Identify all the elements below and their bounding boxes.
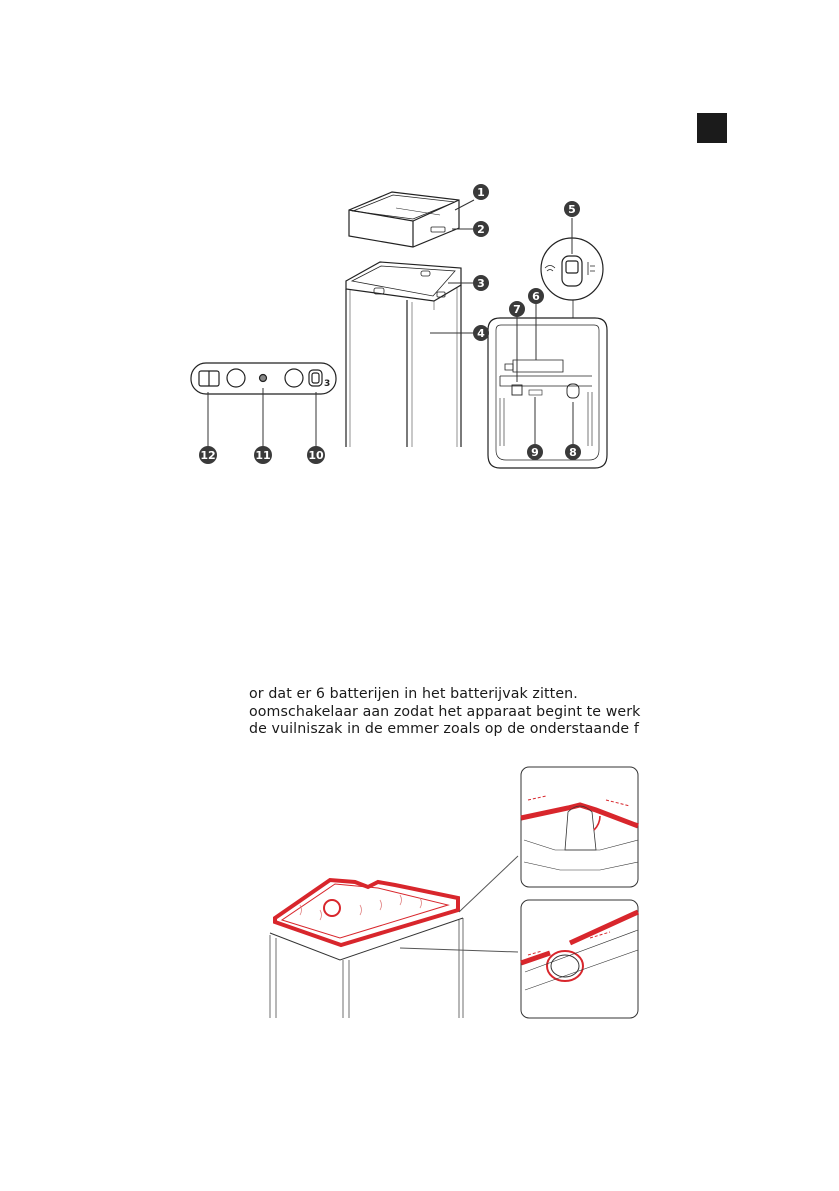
callout-8: 8 [569,446,577,459]
bag-install-diagram [0,760,839,1030]
callout-3: 3 [477,277,485,290]
callout-9: 9 [531,446,539,459]
instruction-line-2: oomschakelaar aan zodat het apparaat begint te werk [249,703,641,720]
panel-label: 3 [324,379,331,389]
callout-5: 5 [568,203,576,216]
callout-10: 10 [308,449,324,462]
callout-6: 6 [532,290,540,303]
callout-2: 2 [477,223,485,236]
instruction-line-3: de vuilniszak in de emmer zoals op de onderstaande f [249,721,639,737]
instruction-text [249,686,640,739]
callout-11: 11 [255,449,271,462]
parts-diagram [0,0,839,520]
instruction-line-1: or dat er 6 batterijen in het batterijvak zitten. [249,686,578,702]
callout-4: 4 [477,327,485,340]
callout-12: 12 [200,449,216,462]
callout-1: 1 [477,186,485,199]
callout-7: 7 [513,303,521,316]
